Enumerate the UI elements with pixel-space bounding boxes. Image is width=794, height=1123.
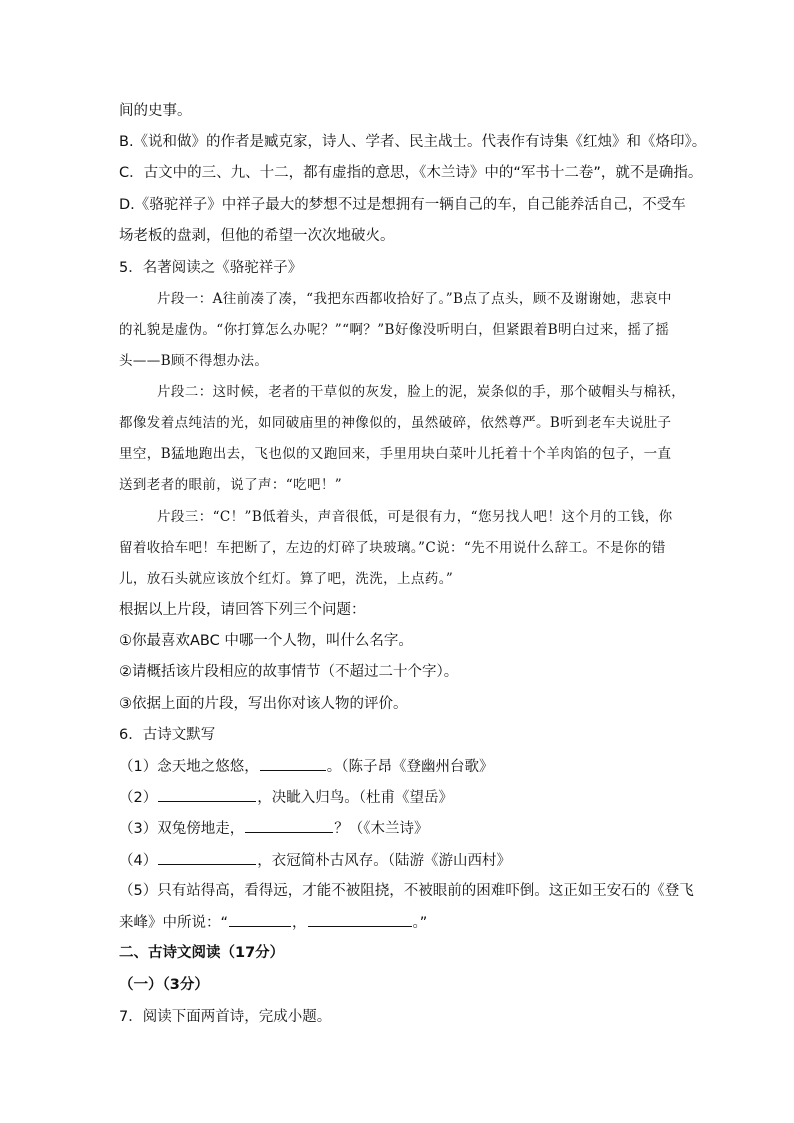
text-line: 场老板的盘剥，但他的希望一次次地破火。 xyxy=(119,228,395,244)
sub-question-2: ②请概括该片段相应的故事情节（不超过二十个字）。 xyxy=(119,664,459,680)
dictation-text: 。（陈子昂《登幽州台歌》 xyxy=(326,759,494,775)
sub-question-3: ③依据上面的片段，写出你对该人物的评价。 xyxy=(119,696,408,712)
fragment-2-line: 送到老者的眼前，说了声：“吃吧！” xyxy=(119,477,343,493)
question-7-heading: 7．阅读下面两首诗，完成小题。 xyxy=(119,1009,332,1025)
dictation-text: 。” xyxy=(412,915,428,931)
fragment-1-line: 头——B顾不得想办法。 xyxy=(119,353,269,369)
fragment-2-line: 里空，B猛地跑出去，飞也似的又跑回来，手里用块白菜叶儿托着十个羊肉馅的包子，一直 xyxy=(119,446,672,462)
option-c: C．古文中的三、九、十二，都有虚指的意思，《木兰诗》中的“军书十二卷”，就不是确指。 xyxy=(119,165,703,181)
dictation-item-4 xyxy=(119,850,679,871)
dictation-item-5-cont xyxy=(119,912,679,933)
fragment-2-line: 片段二：这时候，老者的干草似的灰发，脸上的泥，炭条似的手，那个破帽头与棉袄， xyxy=(157,384,686,400)
section-2-heading: 二、古诗文阅读（17分） xyxy=(119,945,285,961)
dictation-item-2 xyxy=(119,787,679,808)
dictation-item-3 xyxy=(119,818,679,839)
question-5-heading: 5．名著阅读之《骆驼祥子》 xyxy=(119,260,303,276)
option-b: B.《说和做》的作者是臧克家，诗人、学者、民主战士。代表作有诗集《红烛》和《烙印》。 xyxy=(119,134,707,150)
answer-blank[interactable] xyxy=(308,912,412,927)
question-6-heading: 6．古诗文默写 xyxy=(119,727,216,743)
text-line: 根据以上片段，请回答下列三个问题： xyxy=(119,602,366,618)
dictation-text: （2） xyxy=(119,790,158,806)
answer-blank[interactable] xyxy=(158,787,256,802)
answer-blank[interactable] xyxy=(260,756,326,771)
dictation-text: ，衣冠简朴古风存。（陆游《游山西村》 xyxy=(257,853,511,869)
fragment-3-line: 儿，放石头就应该放个红灯。算了吧，洗洗，上点药。” xyxy=(119,571,454,587)
answer-blank[interactable] xyxy=(229,912,291,927)
sub-question-1: ①你最喜欢ABC 中哪一个人物，叫什么名字。 xyxy=(119,633,413,649)
text-line: 间的史事。 xyxy=(119,103,192,119)
option-d: D.《骆驼祥子》中祥子最大的梦想不过是想拥有一辆自己的车，自己能养活自己，不受车 xyxy=(119,197,686,213)
dictation-text: ？（《木兰诗》 xyxy=(334,821,429,837)
fragment-3-line: 留着收拾车吧！车把断了，左边的灯碎了块玻璃。”C说：“先不用说什么辞工。不是你的错 xyxy=(119,540,666,556)
dictation-text: ， xyxy=(292,915,307,931)
fragment-3-line: 片段三：“C！”B低着头，声音很低，可是很有力，“您另找人吧！这个月的工钱，你 xyxy=(157,509,673,525)
subsection-heading: （一）（3分） xyxy=(119,977,209,993)
fragment-1-line: 片段一：A往前凑了凑，“我把东西都收拾好了。”B点了点头，顾不及谢谢她，悲哀中 xyxy=(157,291,672,307)
dictation-item-1 xyxy=(119,756,679,777)
dictation-text: （4） xyxy=(119,853,158,869)
fragment-2-line: 都像发着点纯洁的光，如同破庙里的神像似的，虽然破碎，依然尊严。B听到老车夫说肚子 xyxy=(119,415,672,431)
dictation-text: 来峰》中所说：“ xyxy=(119,915,229,931)
fragment-1-line: 的礼貌是虚伪。“你打算怎么办呢？”“啊？”B好像没听明白，但紧跟着B明白过来，摇了摇 xyxy=(119,322,670,338)
answer-blank[interactable] xyxy=(245,818,333,833)
answer-blank[interactable] xyxy=(158,850,256,865)
dictation-text: ，决眦入归鸟。（杜甫《望岳》 xyxy=(257,790,453,806)
dictation-text: （1）念天地之悠悠， xyxy=(119,759,259,775)
dictation-text: （3）双兔傍地走， xyxy=(119,821,245,837)
dictation-item-5: （5）只有站得高，看得远，才能不被阻挠，不被眼前的困难吓倒。这正如王安石的《登飞 xyxy=(119,883,694,899)
